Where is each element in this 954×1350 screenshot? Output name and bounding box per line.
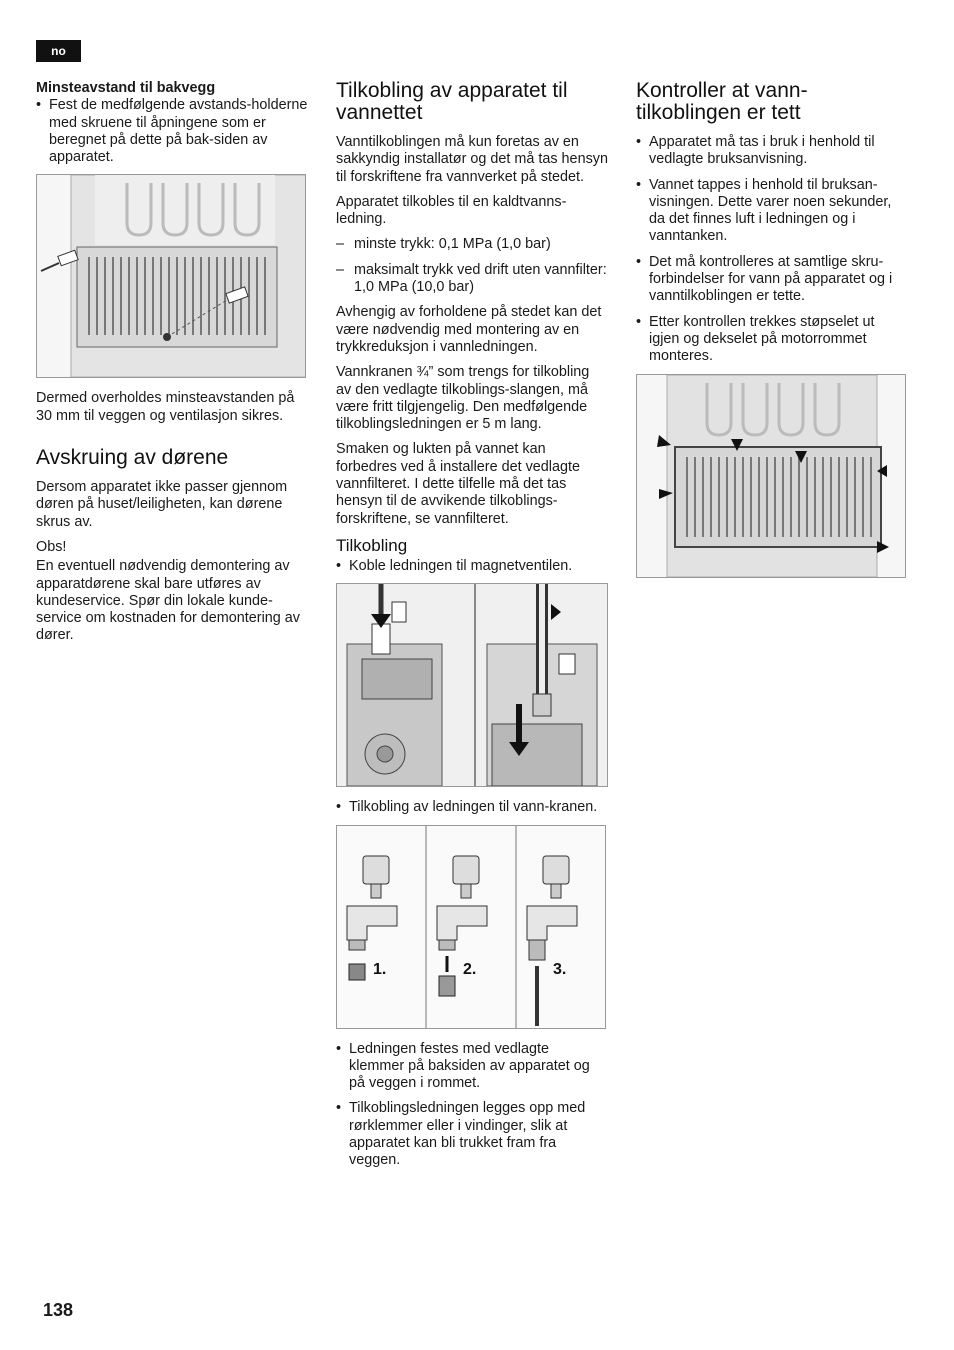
list-item: – maksimalt trykk ved drift uten vannfilter: 1,0 MPa (10,0 bar) [336, 262, 608, 297]
dash-list [336, 236, 608, 296]
step-label-3: 3. [553, 960, 567, 978]
paragraph: Vannkranen ¾” som trengs for tilkobling av den vedlagte tilkoblings-slangen, må være fritt tilgjengelig. Den medfølgende tilkoblingsledningen er 5 m lang. [336, 364, 590, 433]
solenoid-valve-illustration [336, 583, 608, 787]
paragraph: En eventuell nødvendig demontering av apparatdørene skal bare utføres av kundeservice. Spør din lokale kunde-service om kostnaden for demontering av dører. [36, 558, 300, 644]
list-item: • Koble ledningen til magnetventilen. [336, 558, 608, 575]
column-right [636, 80, 908, 590]
bullet-list [336, 1041, 608, 1170]
heading-door-removal: Avskruing av dørene [36, 446, 229, 470]
column-middle [336, 80, 608, 1178]
list-item: • Det må kontrolleres at samtlige skru-forbindelser for vann på apparatet og i vanntilkoblingen er tette. [636, 254, 908, 306]
obs-label: Obs! [36, 538, 67, 555]
page-number: 138 [43, 1300, 74, 1320]
bullet-list [336, 799, 608, 816]
fridge-back-spacers-illustration [36, 174, 306, 378]
water-tap-steps-illustration [336, 825, 606, 1029]
bullet-list [36, 97, 308, 166]
step-label-1: 1. [373, 960, 387, 978]
paragraph: Dersom apparatet ikke passer gjennom døren på huset/leiligheten, kan dørene skrus av. [36, 479, 288, 530]
column-left [36, 80, 308, 653]
step-label-2: 2. [463, 960, 477, 978]
paragraph: Vanntilkoblingen må kun foretas av en sakkyndig installatør og det må tas hensyn til forskriftene fra vannverket på stedet. [336, 134, 608, 185]
motor-cover-illustration [636, 374, 906, 578]
list-item: • Fest de medfølgende avstands-holderne med skruene til åpningene som er beregnet på dette på bak-siden av apparatet. [36, 97, 308, 166]
bullet-list [336, 558, 608, 575]
paragraph: Dermed overholdes minsteavstanden på 30 mm til veggen og ventilasjon sikres. [36, 390, 295, 424]
list-item: • Tilkoblingsledningen legges opp med rørklemmer eller i vindinger, slik at apparatet kan bli trukket fram fra veggen. [336, 1100, 608, 1169]
list-item: • Apparatet må tas i bruk i henhold til vedlagte bruksanvisning. [636, 134, 908, 169]
list-item: • Tilkobling av ledningen til vann-kranen. [336, 799, 608, 816]
list-item: • Vannet tappes i henhold til bruksan-visningen. Dette varer noen sekunder, da det finnes luft i ledningen og i vanntanken. [636, 177, 908, 246]
heading-water-connection: Tilkobling av apparatet til vannettet [336, 79, 568, 124]
list-item: – minste trykk: 0,1 MPa (1,0 bar) [336, 236, 608, 253]
paragraph: Apparatet tilkobles til en kaldtvanns-ledning. [336, 193, 567, 228]
subheading-min-distance: Minsteavstand til bakvegg [36, 80, 216, 96]
list-item: • Ledningen festes med vedlagte klemmer på baksiden av apparatet og på veggen i rommet. [336, 1041, 608, 1093]
paragraph: Smaken og lukten på vannet kan forbedres ved å installere det vedlagte vannfilteret. I dette tilfelle må det tas hensyn til de avvikende tilkoblings-forskriftene, se vannfilteret. [336, 441, 580, 527]
paragraph: Avhengig av forholdene på stedet kan det være nødvendig med montering av en trykkreduksjon i vannledningen. [336, 304, 602, 355]
bullet-list [636, 134, 908, 366]
heading-check-tightness: Kontroller at vann-tilkoblingen er tett [636, 79, 808, 124]
language-badge: no [36, 40, 81, 62]
subheading-connection: Tilkobling [336, 535, 408, 555]
list-item: • Etter kontrollen trekkes støpselet ut igjen og dekselet på motorrommet monteres. [636, 314, 908, 366]
